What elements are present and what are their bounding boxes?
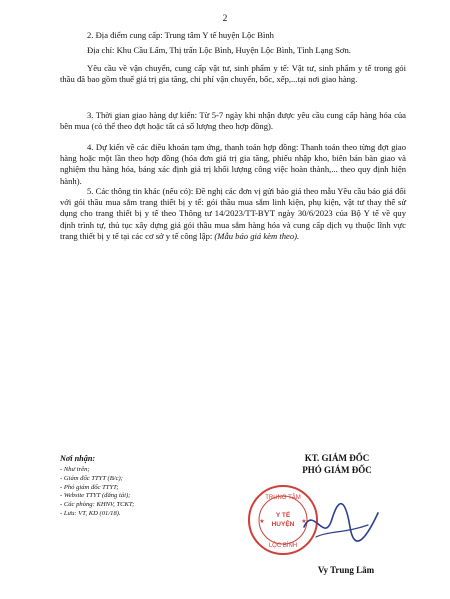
recipients-title: Nơi nhận: bbox=[60, 454, 96, 463]
item-4-payment-terms: 4. Dự kiến về các điều khoản tạm ứng, thanh toán hợp đồng: Thanh toán theo từng đợt giao hàng hoặc một lần theo hợp đồng (hóa đơn giá trị gia tăng, phiếu nhập kho, biên bản bàn giao và nghiệm thu hàng hóa, bảng xác định giá trị khối lượng công việc hoàn thành,... theo quy định hiện hành). bbox=[60, 142, 406, 186]
recipient-item: - Lưu: VT, KD (01/18). bbox=[60, 509, 121, 517]
svg-text:★: ★ bbox=[259, 519, 265, 525]
seal-bottom-text: LỘC BÌNH bbox=[268, 543, 298, 549]
recipient-item: - Các phòng: KHNV, TCKT; bbox=[60, 501, 135, 509]
item-2-heading: 2. Địa điểm cung cấp: Trung tâm Y tế huyện Lộc Bình bbox=[87, 30, 274, 40]
seal-mid-text-2: HUYỆN bbox=[271, 521, 295, 528]
signature-title-2: PHÓ GIÁM ĐỐC bbox=[302, 465, 372, 475]
item-5-other-info bbox=[60, 186, 406, 242]
item-3-delivery-time: 3. Thời gian giao hàng dự kiến: Từ 5-7 ngày khi nhận được yêu cầu cung cấp hàng hóa của bên mua (có thể theo đợt hoặc tất cả số lượng theo hợp đồng). bbox=[60, 110, 406, 132]
signature-title-1: KT. GIÁM ĐỐC bbox=[304, 453, 370, 463]
page-number: 2 bbox=[222, 14, 228, 24]
item-5-italic-note: (Mẫu báo giá kèm theo). bbox=[214, 230, 300, 241]
handwritten-signature bbox=[298, 497, 384, 553]
recipient-item: - Giám đốc TTYT (B/c); bbox=[60, 474, 123, 482]
recipient-item: - Phó giám đốc TTYT; bbox=[60, 483, 119, 491]
signature-block bbox=[272, 452, 402, 476]
item-2-address: Địa chỉ: Khu Cầu Lấm, Thị trấn Lộc Bình, Huyện Lộc Bình, Tỉnh Lạng Sơn. bbox=[87, 45, 351, 55]
svg-text:★: ★ bbox=[301, 519, 307, 525]
seal-mid-text-1: Y TẾ bbox=[275, 512, 291, 519]
signer-name: Vy Trung Lâm bbox=[317, 565, 375, 575]
item-5-text: 5. Các thông tin khác (nếu có): Đề nghị các đơn vị gửi báo giá theo mẫu Yêu cầu báo giá đối với gói thầu mua sắm trang thiết bị y tế: gói thầu mua sắm linh kiện, phụ kiện, vật tư thay thế sử dụng cho trang thiết bị y tế theo Thông tư 14/2023/TT-BYT ngày 30/6/2023 của Bộ Y tế về quy định trình tự, thủ tục xây dựng giá gói thầu mua sắm hàng hóa và cung cấp dịch vụ thuộc lĩnh vực trang thiết bị y tế tại các cơ sở y tế công lập: bbox=[60, 186, 406, 241]
recipient-item: - Website TTYT (đăng tải); bbox=[60, 492, 131, 500]
recipient-item: - Như trên; bbox=[60, 466, 90, 473]
seal-top-text: TRUNG TÂM bbox=[265, 495, 301, 501]
recipients-list bbox=[60, 466, 134, 519]
item-2-requirement: Yêu cầu về vận chuyển, cung cấp vật tư, sinh phẩm y tế: Vật tư, sinh phẩm y tế trong gói thầu đã bao gồm thuế giá trị gia tăng, chi phí vận chuyển, bốc, xếp,...tại nơi giao hàng. bbox=[60, 63, 406, 85]
